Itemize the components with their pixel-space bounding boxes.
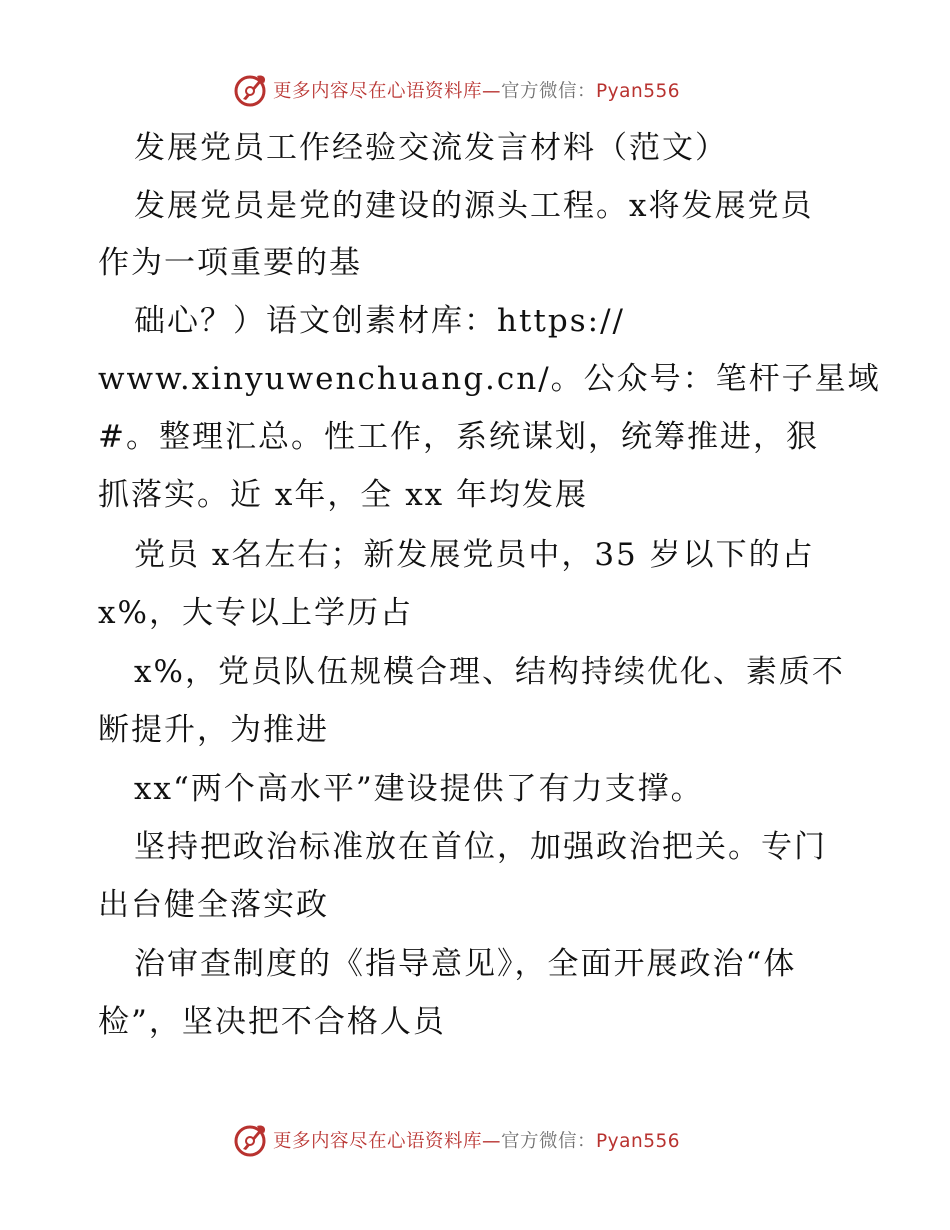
watermark-text [273,77,680,103]
paragraph-line: 发展党员是党的建设的源头工程。x将发展党员 [134,188,814,224]
document-title: 发展党员工作经验交流发言材料（范文） [134,130,728,166]
paragraph-line: x%，党员队伍规模合理、结构持续优化、素质不 [134,654,845,690]
watermark-official-text: 官方微信： [501,1131,597,1152]
watermark-official-text: 官方微信： [501,81,597,102]
quill-circle-logo-icon [233,72,269,108]
paragraph-line: 治审查制度的《指导意见》，全面开展政治“体 [134,946,797,982]
paragraph-line: xx“两个高水平”建设提供了有力支撑。 [134,771,704,807]
watermark-wechat-id: Pyan556 [596,81,681,102]
watermark-text [273,1127,680,1153]
watermark-main-text: 更多内容尽在心语资料库 [273,81,483,102]
paragraph-line: 作为一项重要的基 [98,245,362,281]
paragraph-line: 坚持把政治标准放在首位，加强政治把关。专门 [134,829,827,865]
paragraph-line: www.xinyuwenchuang.cn/。公众号：笔杆子星域 [98,361,881,397]
paragraph-line: #。整理汇总。性工作，系统谋划，统筹推进，狠 [98,419,819,455]
paragraph-line: 检”，坚决把不合格人员 [98,1004,446,1040]
paragraph-line: x%，大专以上学历占 [98,595,413,631]
quill-circle-logo-icon [233,1122,269,1158]
paragraph-line: 础心？）语文创素材库：https:// [134,303,625,339]
paragraph-line: 断提升，为推进 [98,712,329,748]
watermark-wechat-id: Pyan556 [596,1131,681,1152]
watermark-dash: — [482,1131,502,1152]
footer-watermark [233,1122,680,1158]
paragraph-line: 党员 x名左右；新发展党员中，35 岁以下的占 [134,537,815,573]
watermark-main-text: 更多内容尽在心语资料库 [273,1131,483,1152]
paragraph-line: 出台健全落实政 [98,887,329,923]
watermark-dash: — [482,81,502,102]
header-watermark [233,72,680,108]
paragraph-line: 抓落实。近 x年，全 xx 年均发展 [98,477,589,513]
